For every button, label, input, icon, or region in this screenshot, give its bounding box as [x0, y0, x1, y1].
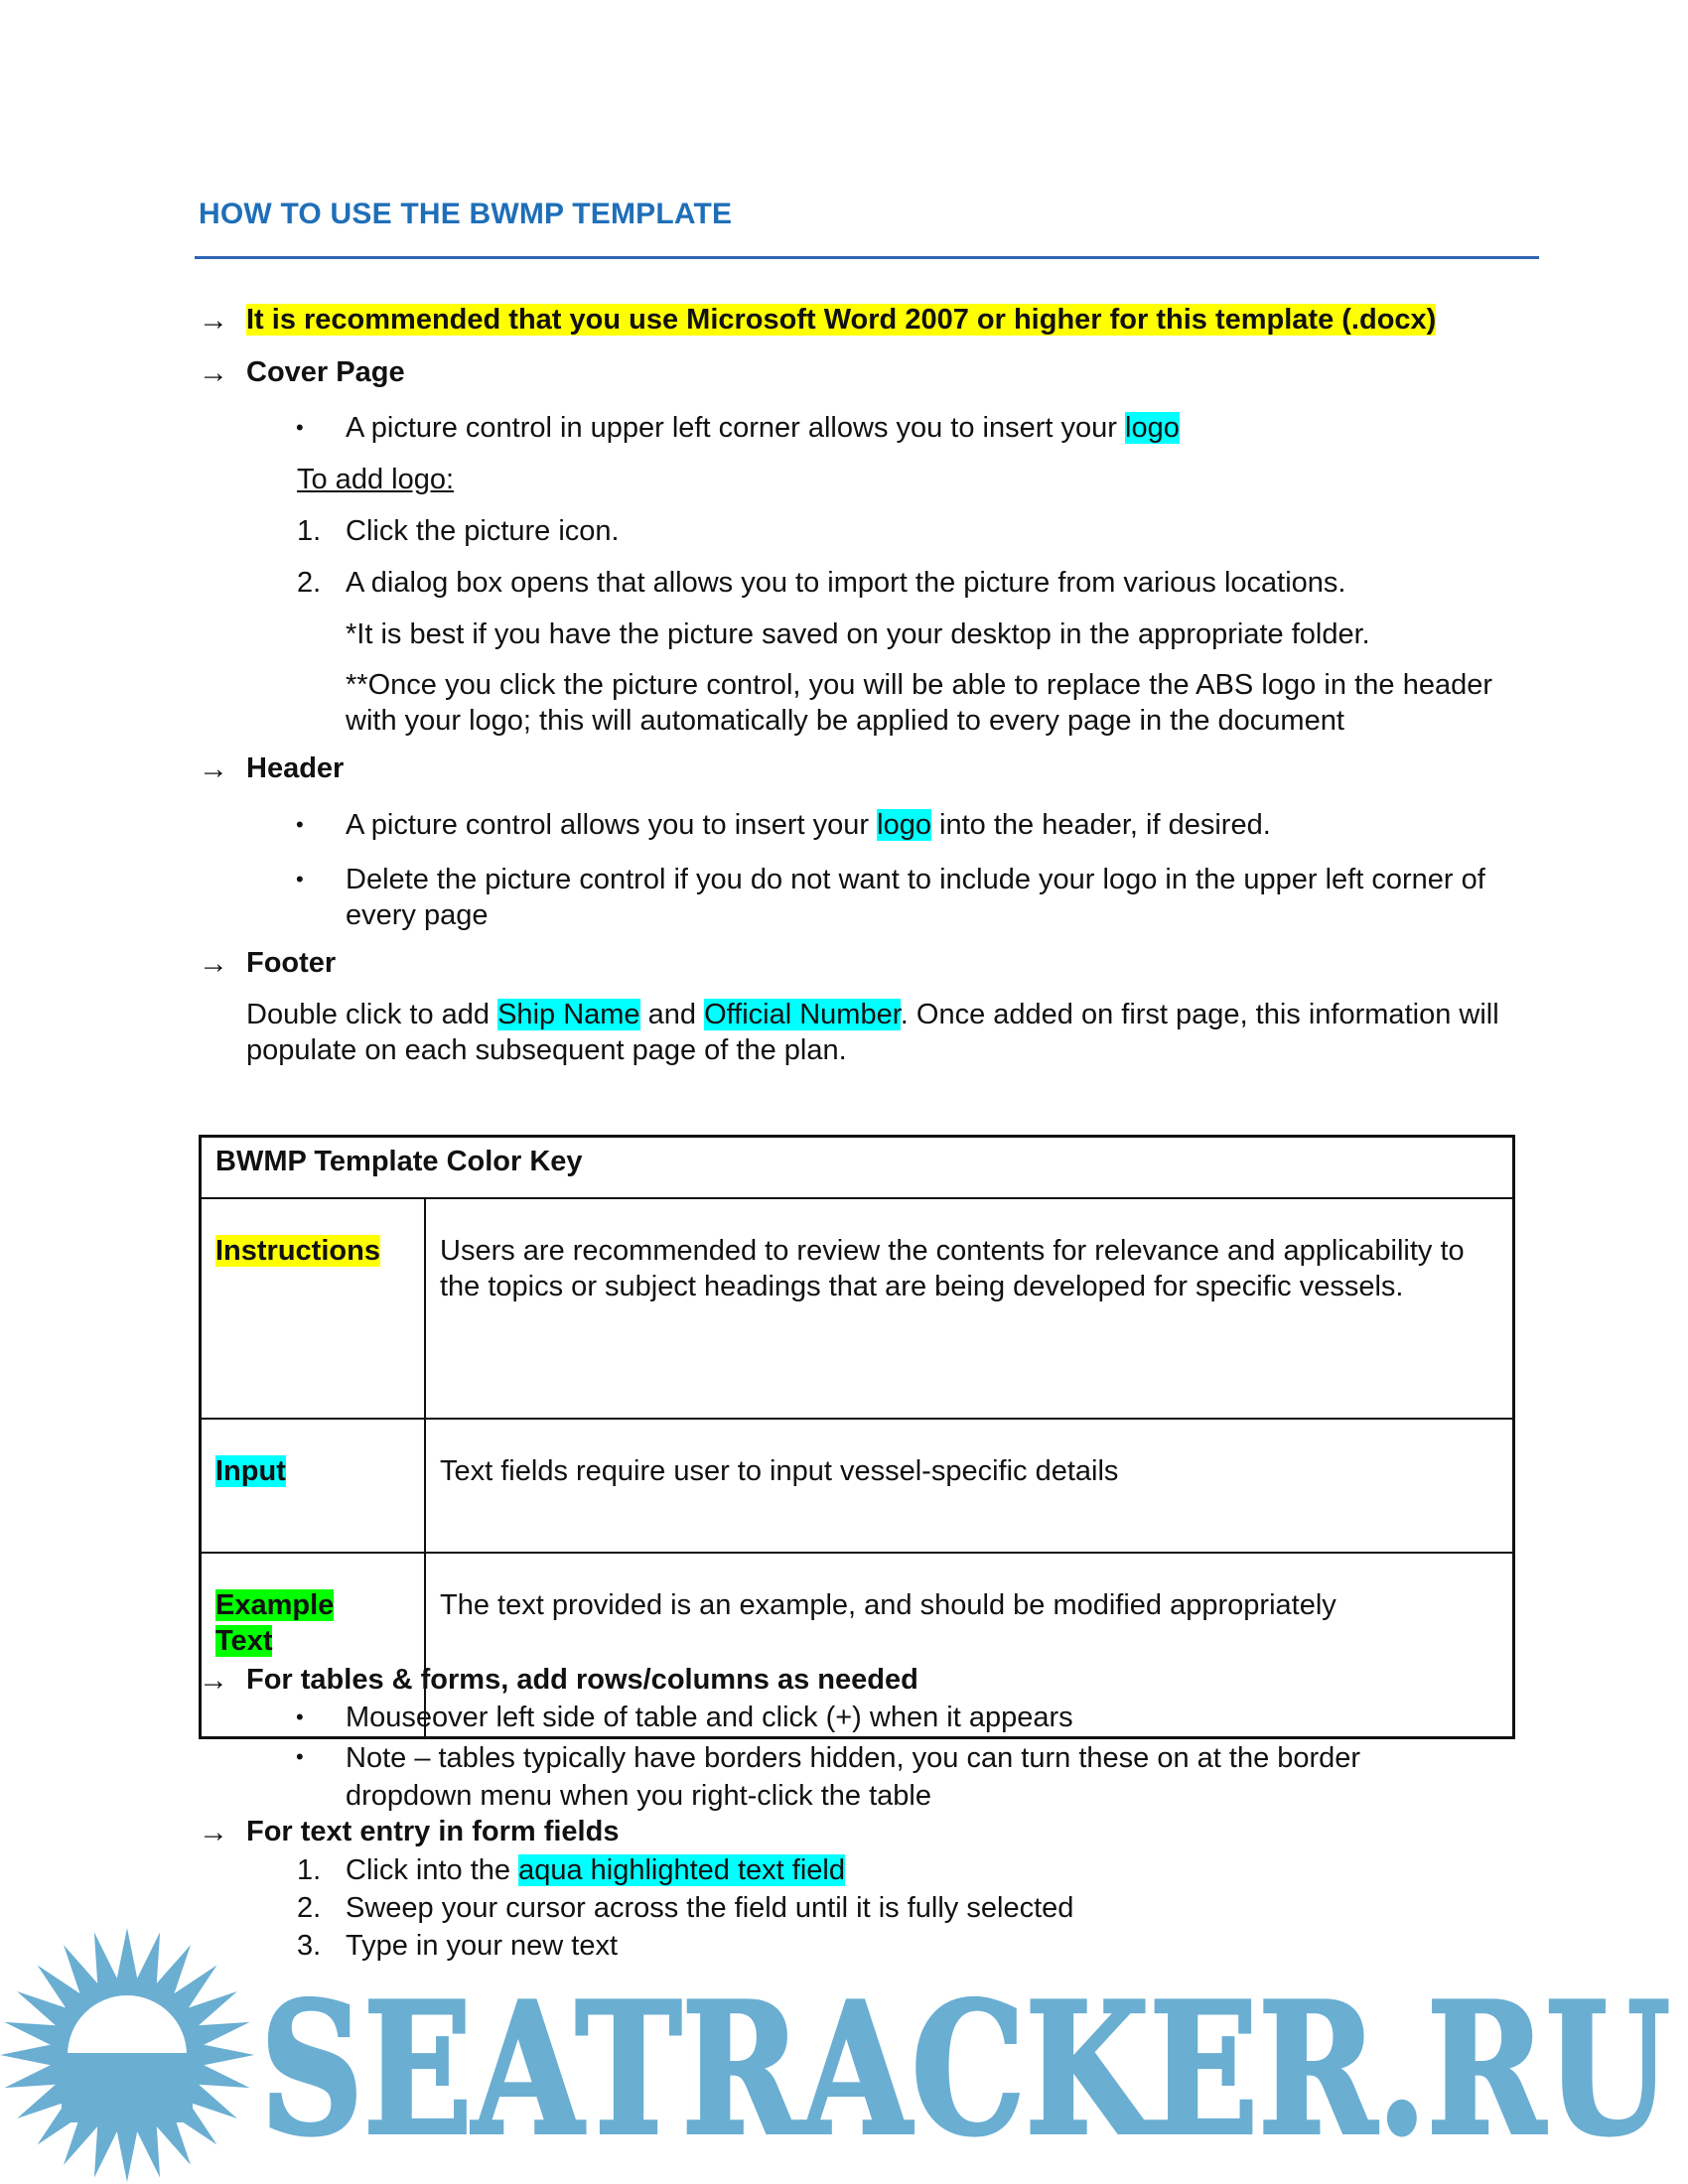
- input-label: Input: [215, 1455, 286, 1487]
- arrow-icon: →: [199, 947, 228, 980]
- bullet-icon: •: [296, 812, 304, 837]
- form-fields-heading: For text entry in form fields: [246, 1816, 620, 1847]
- table-row: [201, 1419, 1514, 1553]
- step-text: A dialog box opens that allows you to import the picture from various locations.: [346, 567, 1346, 599]
- arrow-icon: →: [199, 752, 228, 785]
- official-number-highlight[interactable]: Official Number: [704, 999, 901, 1030]
- step-number: 2.: [297, 1892, 322, 1924]
- header-bullet: Delete the picture control if you do not want to include your logo in the upper left corner of every page: [346, 864, 1485, 931]
- footer-text: Double click to add Ship Name and Official Number. Once added on first page, this information will populate on each subsequent page of the plan.: [246, 999, 1499, 1066]
- step-number: 2.: [297, 567, 322, 599]
- instructions-label: Instructions: [215, 1235, 380, 1267]
- key-description: Users are recommended to review the contents for relevance and applicability to the topics or subject headings that are being developed for specific vessels.: [425, 1198, 1514, 1419]
- logo-input-highlight[interactable]: logo: [1125, 412, 1180, 444]
- key-label-cell: [201, 1198, 426, 1419]
- table-row: [201, 1198, 1514, 1419]
- arrow-icon: →: [199, 356, 228, 389]
- logo-input-highlight[interactable]: logo: [877, 809, 931, 841]
- recommendation-highlight: It is recommended that you use Microsoft Word 2007 or higher for this template (.docx): [246, 304, 1437, 336]
- tables-heading: For tables & forms, add rows/columns as needed: [246, 1664, 918, 1696]
- color-key-heading: BWMP Template Color Key: [201, 1137, 1514, 1199]
- title-divider: [195, 256, 1539, 259]
- cover-page-heading: Cover Page: [246, 356, 405, 388]
- note-text: **Once you click the picture control, you will be able to replace the ABS logo in the header with your logo; this will automatically be applied to every page in the document: [346, 669, 1492, 737]
- tables-bullet: Mouseover left side of table and click (+) when it appears: [346, 1702, 1073, 1733]
- watermark-text: SEATRACKER.RU: [260, 1963, 1670, 2175]
- note-text: *It is best if you have the picture saved on your desktop in the appropriate folder.: [346, 618, 1370, 650]
- step-number: 1.: [297, 1854, 322, 1886]
- step-number: 3.: [297, 1930, 322, 1962]
- page-title: HOW TO USE THE BWMP TEMPLATE: [199, 198, 733, 230]
- key-description: Text fields require user to input vessel-specific details: [425, 1419, 1514, 1553]
- arrow-icon: →: [199, 1664, 228, 1697]
- step-text: Type in your new text: [346, 1930, 619, 1962]
- sun-icon: [0, 1928, 254, 2182]
- step-text: Click into the aqua highlighted text field: [346, 1854, 845, 1886]
- bullet-icon: •: [296, 867, 304, 891]
- tables-bullet: Note – tables typically have borders hidden, you can turn these on at the border dropdown menu when you right-click the table: [346, 1742, 1361, 1812]
- add-logo-subheading: To add logo:: [297, 464, 455, 495]
- key-label-cell: [201, 1419, 426, 1553]
- arrow-icon: →: [199, 1816, 228, 1848]
- example-text-label: Text: [215, 1625, 273, 1657]
- header-bullet: A picture control allows you to insert your logo into the header, if desired.: [346, 809, 1271, 841]
- key-description: The text provided is an example, and should be modified appropriately: [425, 1553, 1514, 1738]
- watermark: [0, 1926, 1688, 2184]
- bullet-icon: •: [296, 1744, 304, 1769]
- ship-name-highlight[interactable]: Ship Name: [497, 999, 640, 1030]
- example-text-label: Example: [215, 1589, 335, 1621]
- color-key-table: [199, 1135, 1515, 1739]
- recommendation-text: [246, 304, 1436, 337]
- bullet-icon: •: [296, 1705, 304, 1729]
- header-heading: Header: [246, 752, 345, 784]
- aqua-text-field-highlight[interactable]: aqua highlighted text field: [518, 1854, 845, 1886]
- step-text: Click the picture icon.: [346, 515, 620, 547]
- cover-bullet: A picture control in upper left corner allows you to insert your logo: [346, 412, 1180, 444]
- step-text: Sweep your cursor across the field until it is fully selected: [346, 1892, 1074, 1924]
- bullet-icon: •: [296, 415, 304, 440]
- footer-heading: Footer: [246, 947, 337, 979]
- arrow-icon: →: [199, 304, 228, 337]
- step-number: 1.: [297, 515, 322, 547]
